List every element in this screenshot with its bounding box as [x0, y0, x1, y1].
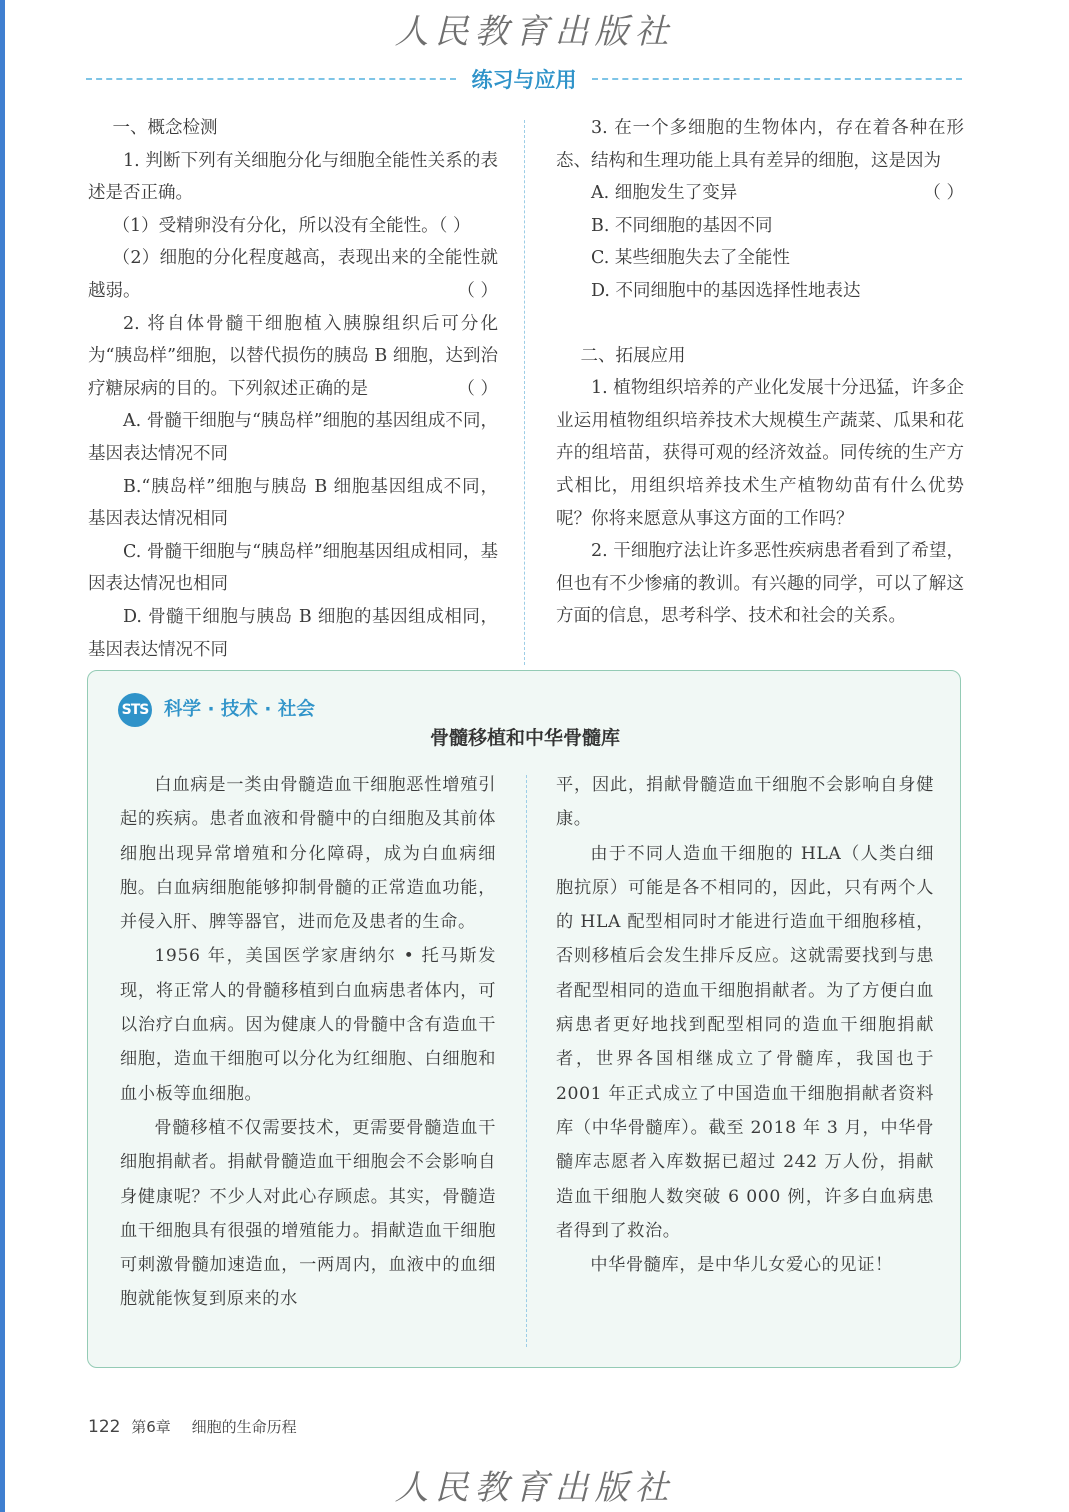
sts-paragraph: 白血病是一类由骨髓造血干细胞恶性增殖引起的疾病。患者血液和骨髓中的白细胞及其前体细胞出现异常增殖和分化障碍，成为白血病细胞。白血病细胞能够抑制骨髓的正常造血功能，并侵入肝、脾等器官，进而危及患者的生命。: [120, 775, 496, 933]
question-3-option-d: D. 不同细胞中的基因选择性地表达: [591, 280, 861, 301]
sts-label: 科学 · 技术 · 社会: [164, 699, 315, 720]
question-3-option-c: C. 某些细胞失去了全能性: [591, 248, 790, 269]
wave-divider-left: [86, 78, 456, 86]
sts-paragraph: 骨髓移植不仅需要技术，更需要骨髓造血干细胞捐献者。捐献骨髓造血干细胞会不会影响自身健康呢？不少人对此心存顾虑。其实，骨髓造血干细胞具有很强的增殖能力。捐献造血干细胞可刺激骨髓加速造血，一两周内，血液中的血细胞就能恢复到原来的水: [120, 1117, 496, 1310]
question-1-stem: 1. 判断下列有关细胞分化与细胞全能性关系的表述是否正确。: [88, 150, 498, 204]
answer-paren: （ ）: [923, 183, 964, 204]
sts-paragraph: 中华骨髓库，是中华儿女爱心的见证！: [590, 1255, 893, 1276]
question-2-stem: 2. 将自体骨髓干细胞植入胰腺组织后可分化为“胰岛样”细胞，以替代损伤的胰岛 B 细胞，达到治疗糖尿病的目的。下列叙述正确的是 （ ）: [88, 308, 498, 406]
section-header: [86, 64, 962, 98]
question-1-item-1: （1）受精卵没有分化，所以没有全能性。（ ）: [112, 215, 471, 236]
sts-feature-box: [87, 670, 961, 1368]
exercise-right-column: [556, 112, 964, 633]
question-3-option-b: B. 不同细胞的基因不同: [591, 215, 773, 236]
sts-paragraph: 1956 年，美国医学家唐纳尔 • 托马斯发现，将正常人的骨髓移植到白血病患者体内，可以治疗白血病。因为健康人的骨髓中含有造血干细胞，造血干细胞可以分化为红细胞、白细胞和血小板等血细胞。: [120, 946, 496, 1104]
answer-paren: （ ）: [457, 378, 498, 399]
chapter-label: 第6章: [131, 1418, 171, 1436]
sts-badge-icon: STS: [118, 693, 152, 727]
concept-check-heading: 一、概念检测: [112, 118, 218, 138]
question-2-option-c: C. 骨髓干细胞与“胰岛样”细胞基因组成相同，基因表达情况也相同: [88, 541, 498, 595]
sts-column-divider: [526, 775, 527, 1347]
question-3-option-a: A. 细胞发生了变异: [591, 183, 738, 204]
sts-paragraph: 平，因此，捐献骨髓造血干细胞不会影响自身健康。: [556, 775, 934, 830]
question-2-option-b: B.“胰岛样”细胞与胰岛 B 细胞基因组成不同，基因表达情况相同: [88, 476, 498, 530]
question-3-stem: 3. 在一个多细胞的生物体内，存在着各种在形态、结构和生理功能上具有差异的细胞，这是因为 （ ）: [556, 112, 964, 177]
answer-paren: （ ）: [438, 215, 471, 236]
section-title: 练习与应用: [471, 68, 577, 92]
sts-article-title: 骨髓移植和中华骨髓库: [429, 727, 620, 749]
left-edge-rule: [0, 0, 5, 1512]
extension-question-1: 1. 植物组织培养的产业化发展十分迅猛，许多企业运用植物组织培养技术大规模生产蔬菜、瓜果和花卉的组培苗，获得可观的经济效益。同传统的生产方式相比，用组织培养技术生产植物幼苗有什么优势呢？你将来愿意从事这方面的工作吗？: [556, 378, 964, 529]
publisher-logo-top: 人民教育出版社: [394, 12, 675, 52]
chapter-title: 细胞的生命历程: [191, 1418, 297, 1436]
sts-left-column: [120, 768, 496, 1317]
question-2-option-a: A. 骨髓干细胞与“胰岛样”细胞的基因组成不同，基因表达情况不同: [88, 411, 498, 464]
extension-question-2: 2. 干细胞疗法让许多恶性疾病患者看到了希望，但也有不少惨痛的教训。有兴趣的同学，可以了解这方面的信息，思考科学、技术和社会的关系。: [556, 541, 964, 627]
question-1-item-2: （2）细胞的分化程度越高，表现出来的全能性就越弱。 （ ）: [88, 242, 498, 307]
answer-paren: （ ）: [457, 280, 498, 301]
publisher-logo-bottom: 人民教育出版社: [394, 1468, 675, 1508]
extension-heading: 二、拓展应用: [580, 345, 686, 366]
exercise-left-column: [88, 112, 498, 666]
sts-right-column: [556, 768, 934, 1282]
wave-divider-right: [592, 78, 962, 86]
page-footer: [88, 1416, 297, 1437]
question-2-option-d: D. 骨髓干细胞与胰岛 B 细胞的基因组成相同，基因表达情况不同: [88, 606, 498, 660]
column-divider: [524, 120, 525, 665]
page-number: 122: [88, 1417, 121, 1437]
sts-paragraph: 由于不同人造血干细胞的 HLA（人类白细胞抗原）可能是各不相同的，因此，只有两个人的 HLA 配型相同时才能进行造血干细胞移植，否则移植后会发生排斥反应。这就需要找到与患者配型相同的造血干细胞捐献者。为了方便白血病患者更好地找到配型相同的造血干细胞捐献者，世界各国相继成立了骨髓库，我国也于 2001 年正式成立了中国造血干细胞捐献者资料库（中华骨髓库）。截至 2018 年 3 月，中华骨髓库志愿者入库数据已超过 242 万人份，捐献造血干细胞人数突破 6 000 例，许多白血病患者得到了救治。: [556, 843, 934, 1241]
